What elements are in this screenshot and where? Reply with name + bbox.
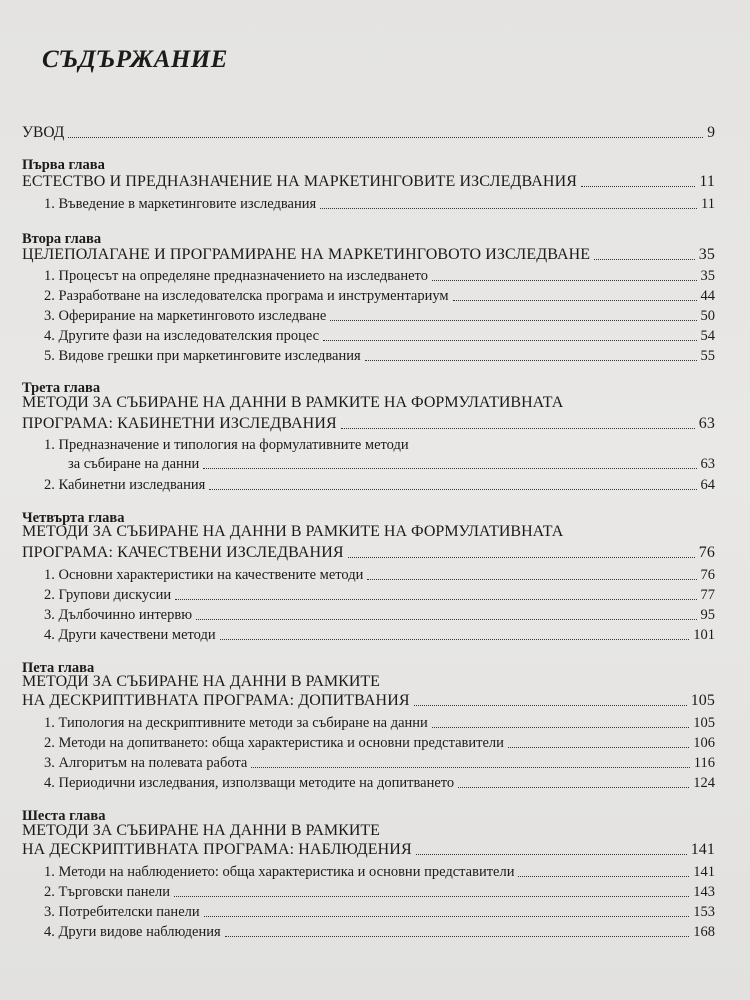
chapter-label: Втора глава [22,231,102,247]
dot-leader [458,787,689,788]
section-entry: 2. Кабинетни изследвания 64 [44,477,715,493]
dot-leader [68,137,703,138]
page-number: 143 [693,884,715,900]
section-entry: 3. Алгоритъм на полевата работа 116 [44,755,715,771]
dot-leader [341,428,695,429]
dot-leader [225,936,690,937]
dot-leader [453,300,697,301]
page-number: 76 [698,544,715,561]
section-entry: 4. Други качествени методи 101 [44,627,715,643]
page-number: 116 [693,755,715,771]
dot-leader [365,360,697,361]
section-entry-line1: 1. Предназначение и типология на формулативните методи [44,437,409,453]
chapter-title: НА ДЕСКРИПТИВНАТА ПРОГРАМА: ДОПИТВАНИЯ 105 [22,692,715,709]
section-entry: 2. Методи на допитването: обща характеристика и основни представители 106 [44,735,715,751]
page-number: 76 [700,567,715,583]
toc-entry-intro: УВОД 9 [22,124,715,141]
section-entry: 1. Типология на дескриптивните методи за събиране на данни 105 [44,715,715,731]
dot-leader [174,896,689,897]
dot-leader [414,705,687,706]
chapter-title-line1: МЕТОДИ ЗА СЪБИРАНЕ НА ДАННИ В РАМКИТЕ [22,822,380,839]
dot-leader [594,259,695,260]
chapter-label: Трета глава [22,380,101,396]
section-entry: 4. Другите фази на изследователския процес 54 [44,328,715,344]
chapter-label: Шеста глава [22,808,106,824]
page-number: 168 [693,924,715,940]
section-entry: 1. Процесът на определяне предназначението на изследването 35 [44,268,715,284]
page-number: 55 [700,348,715,364]
section-entry: 1. Методи на наблюдението: обща характеристика и основни представители 141 [44,864,715,880]
page-number: 141 [690,841,715,858]
dot-leader [367,579,696,580]
page-number: 44 [700,288,715,304]
page-number: 124 [693,775,715,791]
chapter-title: ЕСТЕСТВО И ПРЕДНАЗНАЧЕНИЕ НА МАРКЕТИНГОВИТЕ ИЗСЛЕДВАНИЯ 11 [22,173,715,190]
chapter-label: Първа глава [22,157,105,173]
chapter-label: Четвърта глава [22,510,125,526]
page-number: 77 [700,587,715,603]
page-number: 63 [698,415,715,432]
page-number: 153 [693,904,715,920]
section-entry: 3. Дълбочинно интервю 95 [44,607,715,623]
page-number: 9 [707,124,715,141]
section-entry: 2. Търговски панели 143 [44,884,715,900]
chapter-title: ПРОГРАМА: КАБИНЕТНИ ИЗСЛЕДВАНИЯ 63 [22,415,715,432]
page-number: 105 [690,692,715,709]
dot-leader [196,619,696,620]
page-number: 35 [698,246,715,263]
page-number: 64 [700,477,715,493]
page-number: 101 [693,627,715,643]
chapter-title-line1: МЕТОДИ ЗА СЪБИРАНЕ НА ДАННИ В РАМКИТЕ НА ФОРМУЛАТИВНАТА [22,394,564,411]
page-number: 63 [700,456,715,472]
dot-leader [323,340,696,341]
section-entry: 1. Въведение в маркетинговите изследвания 11 [44,196,715,212]
page-number: 105 [693,715,715,731]
dot-leader [330,320,696,321]
dot-leader [209,489,696,490]
dot-leader [348,557,695,558]
chapter-title: НА ДЕСКРИПТИВНАТА ПРОГРАМА: НАБЛЮДЕНИЯ 141 [22,841,715,858]
chapter-label: Пета глава [22,660,95,676]
chapter-title-line1: МЕТОДИ ЗА СЪБИРАНЕ НА ДАННИ В РАМКИТЕ [22,673,380,690]
section-entry: 3. Потребителски панели 153 [44,904,715,920]
section-entry: 4. Други видове наблюдения 168 [44,924,715,940]
page-title: СЪДЪРЖАНИЕ [42,46,228,73]
dot-leader [581,186,695,187]
section-entry: 2. Разработване на изследователска програма и инструментариум 44 [44,288,715,304]
dot-leader [432,280,697,281]
dot-leader [175,599,696,600]
section-entry: 4. Периодични изследвания, използващи методите на допитването 124 [44,775,715,791]
dot-leader [203,468,696,469]
dot-leader [508,747,689,748]
dot-leader [416,854,687,855]
section-entry: за събиране на данни 63 [68,456,715,472]
chapter-title-line1: МЕТОДИ ЗА СЪБИРАНЕ НА ДАННИ В РАМКИТЕ НА ФОРМУЛАТИВНАТА [22,523,564,540]
page-number: 35 [700,268,715,284]
dot-leader [518,876,689,877]
section-entry: 2. Групови дискусии 77 [44,587,715,603]
page-number: 141 [693,864,715,880]
page-number: 11 [699,173,715,190]
dot-leader [251,767,689,768]
section-entry: 5. Видове грешки при маркетинговите изследвания 55 [44,348,715,364]
section-entry: 1. Основни характеристики на качествените методи 76 [44,567,715,583]
page-number: 106 [693,735,715,751]
page-number: 50 [700,308,715,324]
page-number: 95 [700,607,715,623]
dot-leader [204,916,690,917]
section-entry: 3. Оферирание на маркетинговото изследване 50 [44,308,715,324]
dot-leader [220,639,690,640]
page-number: 54 [700,328,715,344]
dot-leader [320,208,697,209]
dot-leader [432,727,689,728]
page-number: 11 [701,196,715,212]
chapter-title: ЦЕЛЕПОЛАГАНЕ И ПРОГРАМИРАНЕ НА МАРКЕТИНГОВОТО ИЗСЛЕДВАНЕ 35 [22,246,715,263]
chapter-title: ПРОГРАМА: КАЧЕСТВЕНИ ИЗСЛЕДВАНИЯ 76 [22,544,715,561]
